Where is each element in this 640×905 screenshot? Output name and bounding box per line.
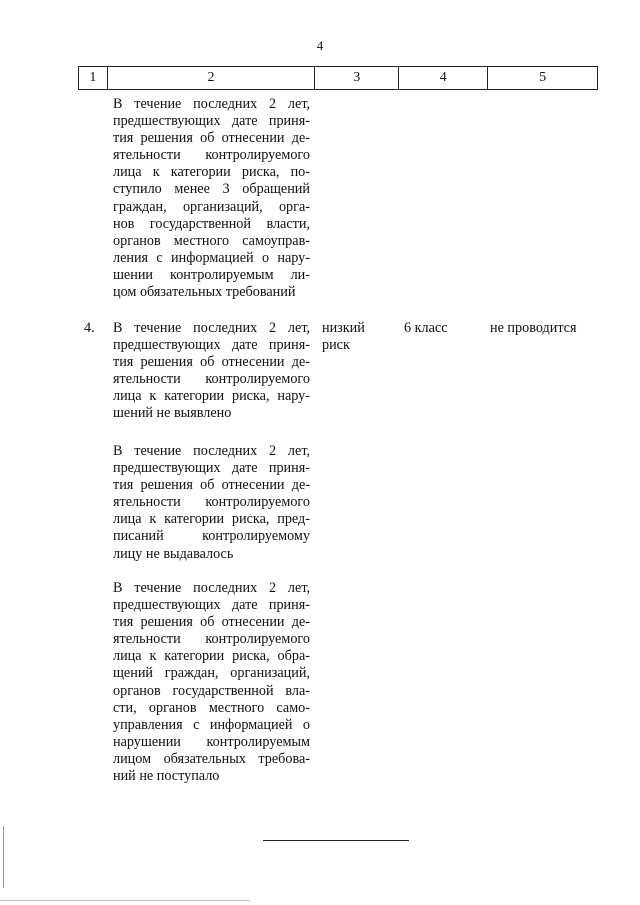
text-line: ний не поступало bbox=[113, 768, 220, 785]
text-line: предшествующих дате приня- bbox=[113, 597, 310, 614]
text-line: лицу не выдавалось bbox=[113, 545, 234, 562]
text-line: нарушении контролируемым bbox=[113, 733, 310, 750]
text-line: лица к категории риска, пред- bbox=[113, 511, 310, 528]
text-line: лица к категории риска, по- bbox=[113, 164, 310, 181]
text-line: лица к категории риска, обра- bbox=[113, 648, 310, 665]
text-line: тия решения об отнесении де- bbox=[113, 354, 310, 371]
text-line: ятельности контролируемого bbox=[113, 147, 310, 164]
text-line: шений не выявлено bbox=[113, 405, 232, 422]
text-line: предшествующих дате приня- bbox=[113, 460, 310, 477]
hazard-class: 6 класс bbox=[404, 320, 448, 336]
text-line: тия решения об отнесении де- bbox=[113, 477, 310, 494]
text-line: нов государственной власти, bbox=[113, 215, 310, 232]
page-number: 4 bbox=[316, 38, 324, 53]
criterion-1 bbox=[113, 320, 310, 423]
text-line: В течение последних 2 лет, bbox=[113, 443, 310, 459]
text-line: ления с информацией о нару- bbox=[113, 249, 310, 266]
text-line: тия решения об отнесении де- bbox=[113, 130, 310, 147]
text-line: сти, органов местного само- bbox=[113, 699, 310, 716]
text-line: тия решения об отнесении де- bbox=[113, 614, 310, 631]
continued-criterion bbox=[113, 96, 310, 301]
text-line: ятельности контролируемого bbox=[113, 631, 310, 648]
scan-edge-mark bbox=[3, 826, 4, 888]
text-line: предшествующих дате приня- bbox=[113, 113, 310, 130]
control-frequency: не проводится bbox=[490, 320, 577, 336]
text-line: В течение последних 2 лет, bbox=[113, 580, 310, 596]
text-line: щений граждан, организаций, bbox=[113, 665, 310, 682]
text-line: органов местного самоуправ- bbox=[113, 232, 310, 249]
column-header-2: 2 bbox=[107, 67, 315, 90]
text-line: граждан, организаций, орга- bbox=[113, 198, 310, 215]
text-line: В течение последних 2 лет, bbox=[113, 96, 310, 112]
text-line: лица к категории риска, нару- bbox=[113, 388, 310, 405]
text-line: органов государственной вла- bbox=[113, 682, 310, 699]
closing-rule bbox=[263, 840, 409, 841]
text-line: предшествующих дате приня- bbox=[113, 337, 310, 354]
criterion-2 bbox=[113, 443, 310, 563]
column-header-5: 5 bbox=[488, 67, 598, 90]
text-line: шении контролируемым ли- bbox=[113, 266, 310, 283]
text-line: ятельности контролируемого bbox=[113, 494, 310, 511]
text-line: лицом обязательных требова- bbox=[113, 750, 310, 767]
row-number: 4. bbox=[84, 320, 95, 336]
table-header-row bbox=[78, 66, 598, 90]
text-line: риск bbox=[322, 337, 350, 354]
column-header-1: 1 bbox=[79, 67, 108, 90]
text-line: В течение последних 2 лет, bbox=[113, 320, 310, 336]
text-line: писаний контролируемому bbox=[113, 528, 310, 545]
text-line: цом обязательных требований bbox=[113, 284, 296, 301]
risk-category bbox=[322, 320, 382, 354]
text-line: ятельности контролируемого bbox=[113, 371, 310, 388]
criterion-3 bbox=[113, 580, 310, 785]
text-line: низкий bbox=[322, 320, 365, 336]
text-line: управления с информацией о bbox=[113, 716, 310, 733]
column-header-3: 3 bbox=[315, 67, 399, 90]
text-line: ступило менее 3 обращений bbox=[113, 181, 310, 198]
column-header-4: 4 bbox=[399, 67, 488, 90]
scan-bottom-edge bbox=[0, 900, 250, 901]
